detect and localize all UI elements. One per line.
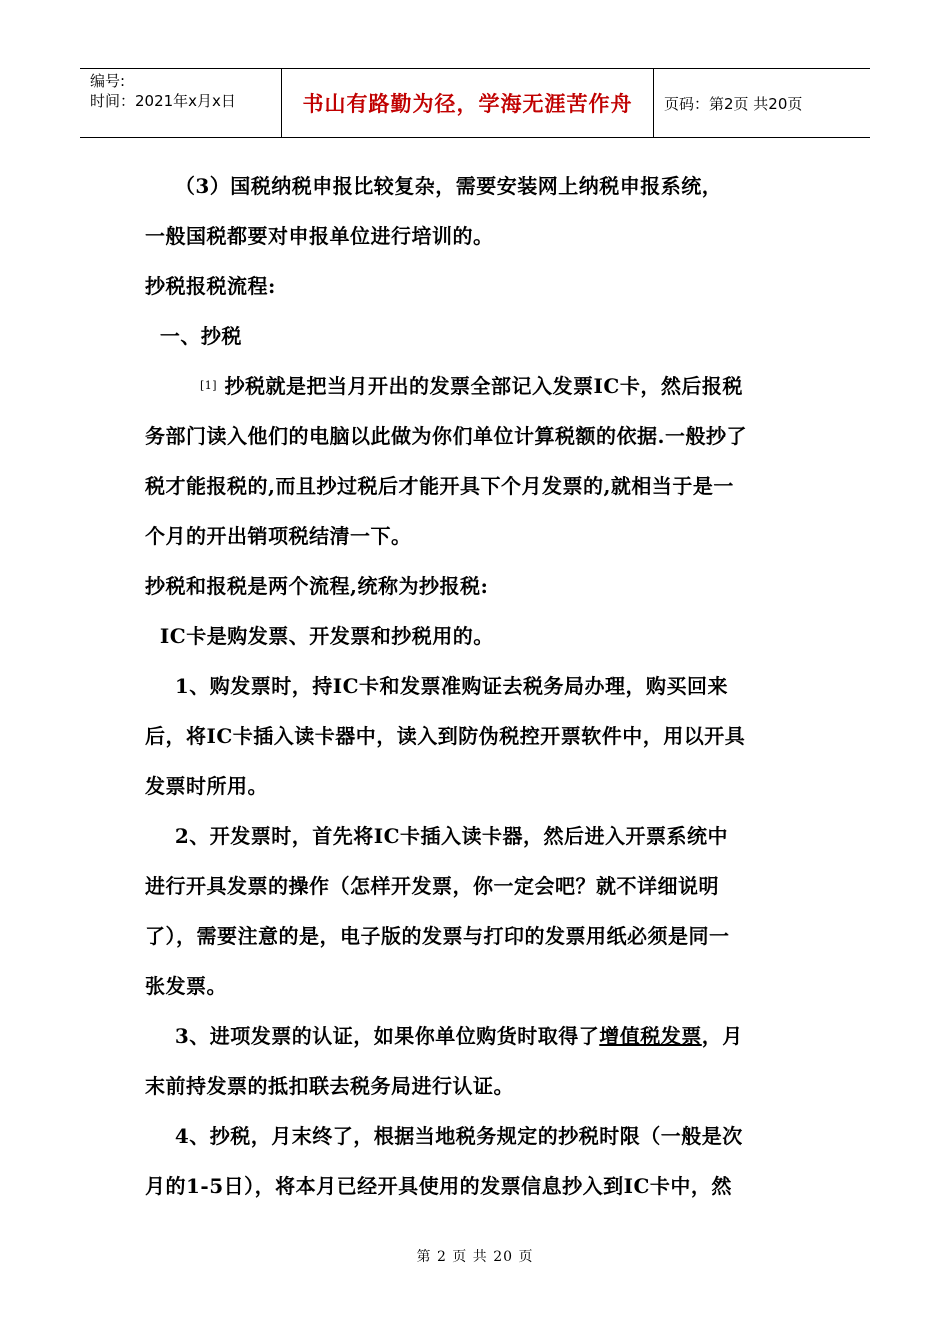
body-line: 4、抄税，月末终了，根据当地税务规定的抄税时限（一般是次 [145, 1124, 743, 1148]
body-line: IC卡是购发票、开发票和抄税用的。 [145, 624, 494, 648]
body-line: 务部门读入他们的电脑以此做为你们单位计算税额的依据.一般抄了 [145, 424, 747, 448]
body-line: 末前持发票的抵扣联去税务局进行认证。 [145, 1074, 514, 1098]
body-line-tail: ，月 [701, 1024, 743, 1048]
body-line: （3）国税纳税申报比较复杂，需要安装网上纳税申报系统， [145, 174, 723, 198]
header-time-label: 时间：2021年x月x日 [90, 92, 236, 110]
body-line: 月的1-5日），将本月已经开具使用的发票信息抄入到IC卡中，然 [145, 1174, 732, 1198]
body-line-text: 3、进项发票的认证，如果你单位购货时取得了 [145, 1024, 600, 1048]
page-header [80, 68, 870, 138]
header-motto: 书山有路勤为径，学海无涯苦作舟 [282, 69, 654, 137]
page-footer: 第 2 页 共 20 页 [416, 1249, 534, 1265]
body-line: 了），需要注意的是，电子版的发票与打印的发票用纸必须是同一 [145, 924, 730, 948]
body-line: 个月的开出销项税结清一下。 [145, 524, 412, 548]
body-line [145, 1024, 805, 1048]
body-line: 税才能报税的,而且抄过税后才能开具下个月发票的,就相当于是一 [145, 474, 734, 498]
body-line [200, 374, 810, 398]
body-line: 后，将IC卡插入读卡器中，读入到防伪税控开票软件中，用以开具 [145, 724, 746, 748]
body-line: 抄税和报税是两个流程,统称为抄报税: [145, 574, 489, 598]
body-line-text: 抄税就是把当月开出的发票全部记入发票IC卡，然后报税 [224, 374, 743, 398]
body-line: 进行开具发票的操作（怎样开发票，你一定会吧？就不详细说明 [145, 874, 719, 898]
section-heading: 一、抄税 [145, 324, 242, 348]
body-line: 一般国税都要对申报单位进行培训的。 [145, 224, 494, 248]
vat-invoice-link[interactable]: 增值税发票 [599, 1024, 702, 1048]
header-page-info: 页码：第2页 共20页 [664, 94, 803, 113]
footnote-marker[interactable]: [1] [200, 379, 218, 392]
body-line: 张发票。 [145, 974, 227, 998]
header-code-label: 编号: [90, 72, 126, 90]
body-line: 1、购发票时，持IC卡和发票准购证去税务局办理，购买回来 [145, 674, 729, 698]
body-line: 2、开发票时，首先将IC卡插入读卡器，然后进入开票系统中 [145, 824, 729, 848]
body-line: 发票时所用。 [145, 774, 268, 798]
header-meta [80, 69, 282, 137]
body-line: 抄税报税流程: [145, 274, 276, 298]
